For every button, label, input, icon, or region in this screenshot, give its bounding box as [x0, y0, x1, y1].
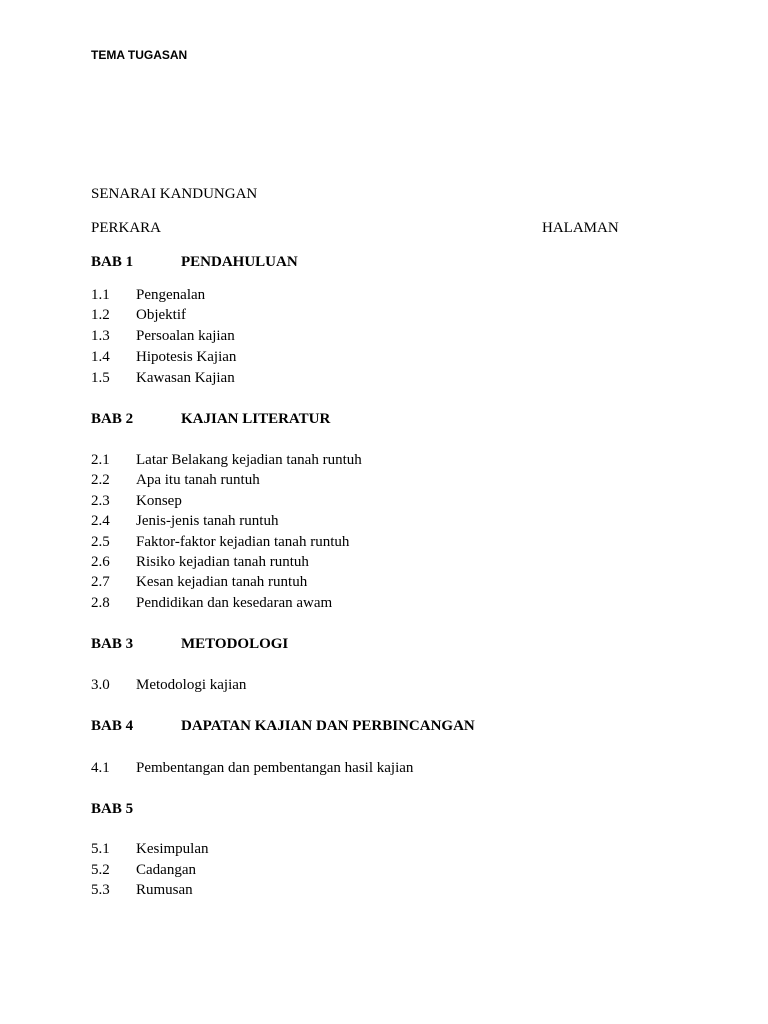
toc-item-text: Kesan kejadian tanah runtuh	[136, 574, 308, 590]
chapter-2-title: KAJIAN LITERATUR	[181, 411, 331, 427]
toc-item-number: 4.1	[91, 760, 110, 776]
toc-item-number: 2.1	[91, 452, 110, 468]
toc-item-text: Jenis-jenis tanah runtuh	[136, 513, 279, 529]
toc-item-number: 2.8	[91, 595, 110, 611]
chapter-5-label: BAB 5	[91, 801, 134, 817]
chapter-1-title: PENDAHULUAN	[181, 254, 298, 270]
toc-item-number: 2.7	[91, 574, 110, 590]
toc-item-number: 1.3	[91, 328, 110, 344]
toc-item-number: 3.0	[91, 677, 110, 693]
column-perkara: PERKARA	[91, 220, 162, 236]
toc-item-text: Rumusan	[136, 882, 193, 898]
chapter-3-label: BAB 3	[91, 636, 134, 652]
toc-title: SENARAI KANDUNGAN	[91, 186, 258, 202]
toc-item-text: Kesimpulan	[136, 841, 209, 857]
toc-item-number: 1.4	[91, 349, 110, 365]
toc-item-number: 5.1	[91, 841, 110, 857]
toc-item-number: 5.2	[91, 862, 110, 878]
toc-item-number: 1.5	[91, 370, 110, 386]
toc-item-number: 2.4	[91, 513, 110, 529]
column-halaman: HALAMAN	[542, 220, 619, 236]
toc-item-text: Metodologi kajian	[136, 677, 247, 693]
chapter-2-label: BAB 2	[91, 411, 134, 427]
toc-item-text: Objektif	[136, 307, 186, 323]
toc-item-number: 2.3	[91, 493, 110, 509]
toc-item-text: Faktor-faktor kejadian tanah runtuh	[136, 534, 350, 550]
toc-item-text: Persoalan kajian	[136, 328, 235, 344]
toc-item-number: 1.2	[91, 307, 110, 323]
toc-item-text: Apa itu tanah runtuh	[136, 472, 260, 488]
toc-item-text: Latar Belakang kejadian tanah runtuh	[136, 452, 362, 468]
toc-item-number: 1.1	[91, 287, 110, 303]
chapter-4-label: BAB 4	[91, 718, 134, 734]
toc-item-text: Pembentangan dan pembentangan hasil kajian	[136, 760, 414, 776]
chapter-1-label: BAB 1	[91, 254, 134, 270]
toc-item-text: Risiko kejadian tanah runtuh	[136, 554, 309, 570]
toc-item-text: Pengenalan	[136, 287, 206, 303]
toc-item-text: Kawasan Kajian	[136, 370, 235, 386]
document-header: TEMA TUGASAN	[91, 48, 188, 62]
toc-item-text: Cadangan	[136, 862, 196, 878]
chapter-4-title: DAPATAN KAJIAN DAN PERBINCANGAN	[181, 718, 475, 734]
toc-item-number: 2.5	[91, 534, 110, 550]
toc-item-text: Konsep	[136, 493, 182, 509]
toc-item-number: 2.6	[91, 554, 110, 570]
toc-item-text: Pendidikan dan kesedaran awam	[136, 595, 333, 611]
toc-item-number: 2.2	[91, 472, 110, 488]
toc-item-text: Hipotesis Kajian	[136, 349, 237, 365]
toc-item-number: 5.3	[91, 882, 110, 898]
chapter-3-title: METODOLOGI	[181, 636, 289, 652]
